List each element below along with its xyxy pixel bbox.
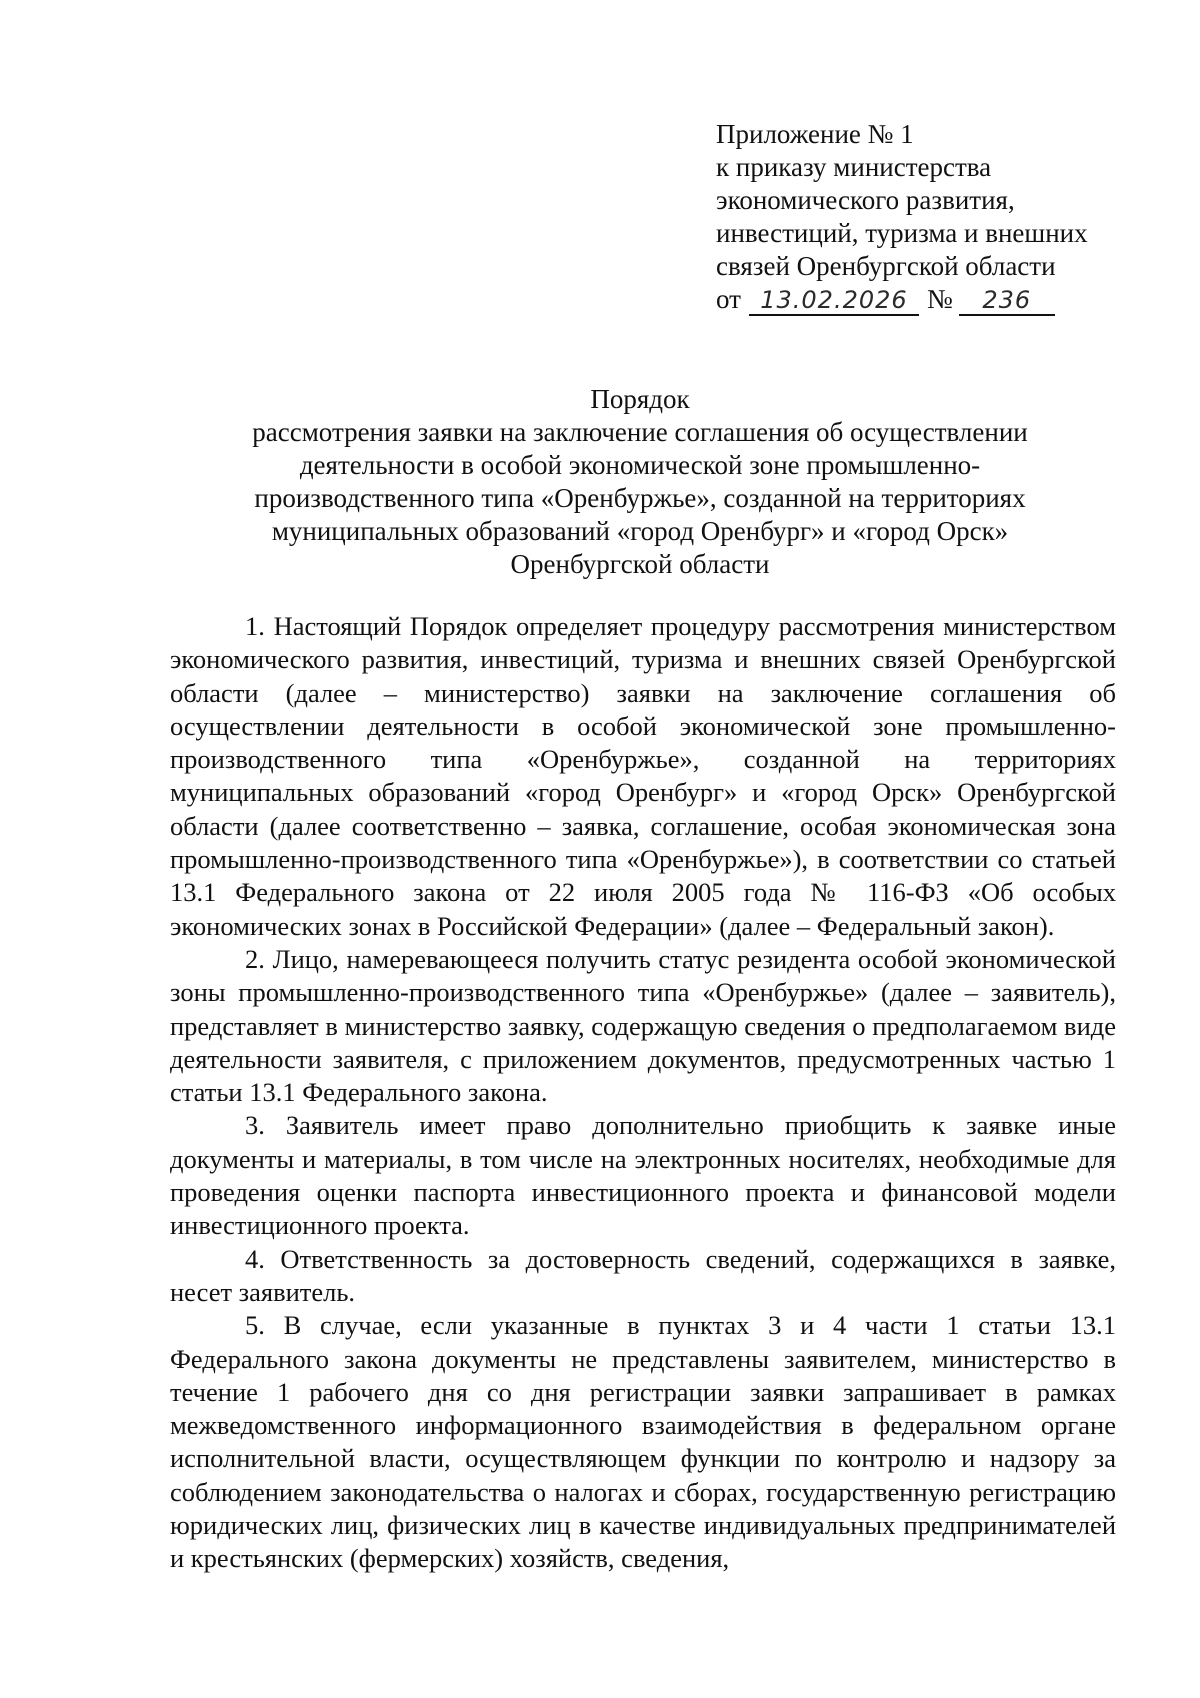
title-line-4: муниципальных образований «город Оренбург» и «город Орск» — [271, 516, 1009, 546]
title-line-2: деятельности в особой экономической зоне промышленно- — [299, 450, 981, 480]
appendix-line-1: Приложение № 1 — [716, 119, 914, 149]
appendix-line-4: инвестиций, туризма и внешних — [716, 218, 1088, 248]
appendix-line-5: связей Оренбургской области — [716, 251, 1056, 281]
handwritten-date: 13.02.2026 — [749, 286, 919, 316]
document-title — [160, 383, 1120, 581]
handwritten-number: 236 — [959, 286, 1055, 316]
paragraph-4: 4. Ответственность за достоверность сведений, содержащихся в заявке, несет заявитель. — [170, 1243, 1116, 1307]
appendix-header — [716, 118, 1136, 316]
appendix-line-3: экономического развития, — [716, 185, 1015, 215]
date-prefix: от — [716, 284, 741, 314]
paragraph-3: 3. Заявитель имеет право дополнительно приобщить к заявке иные документы и материалы, в том числе на электронных носителях, необходимые для проведения оценки паспорта инвестиционного проекта и финансовой модели инвестиционного проекта. — [170, 1110, 1116, 1241]
document-body — [170, 610, 1116, 1576]
title-heading: Порядок — [590, 384, 690, 414]
appendix-line-2: к приказу министерства — [716, 152, 992, 182]
paragraph-1: 1. Настоящий Порядок определяет процедуру рассмотрения министерством экономического развития, инвестиций, туризма и внешних связей Оренбургской области (далее – министерство) заявки на заключение соглашения об осуществлении деятельности в особой экономической зоне промышленно-производственного типа «Оренбуржье», созданной на территориях муниципальных образований «город Оренбург» и «город Орск» Оренбургской области (далее соответственно – заявка, соглашение, особая экономическая зона промышленно-производственного типа «Оренбуржье»), в соответствии со статьей 13.1 Федерального закона от 22 июля 2005 года № 116-ФЗ «Об особых экономических зонах в Российской Федерации» (далее – Федеральный закон). — [170, 611, 1116, 941]
paragraph-2: 2. Лицо, намеревающееся получить статус резидента особой экономической зоны промышленно-производственного типа «Оренбуржье» (далее – заявитель), представляет в министерство заявку, содержащую сведения о предполагаемом виде деятельности заявителя, с приложением документов, предусмотренных частью 1 статьи 13.1 Федерального закона. — [170, 943, 1116, 1108]
title-line-1: рассмотрения заявки на заключение соглашения об осуществлении — [252, 417, 1028, 447]
order-date-number-line — [716, 283, 1136, 316]
title-line-5: Оренбургской области — [510, 549, 770, 579]
number-prefix: № — [926, 284, 953, 314]
paragraph-5: 5. В случае, если указанные в пунктах 3 и 4 части 1 статьи 13.1 Федерального закона документы не представлены заявителем, министерство в течение 1 рабочего дня со дня регистрации заявки запрашивает в рамках межведомственного информационного взаимодействия в федеральном органе исполнительной власти, осуществляющем функции по контролю и надзору за соблюдением законодательства о налогах и сборах, государственную регистрацию юридических лиц, физических лиц в качестве индивидуальных предпринимателей и крестьянских (фермерских) хозяйств, сведения, — [170, 1310, 1116, 1574]
title-line-3: производственного типа «Оренбуржье», созданной на территориях — [254, 483, 1026, 513]
